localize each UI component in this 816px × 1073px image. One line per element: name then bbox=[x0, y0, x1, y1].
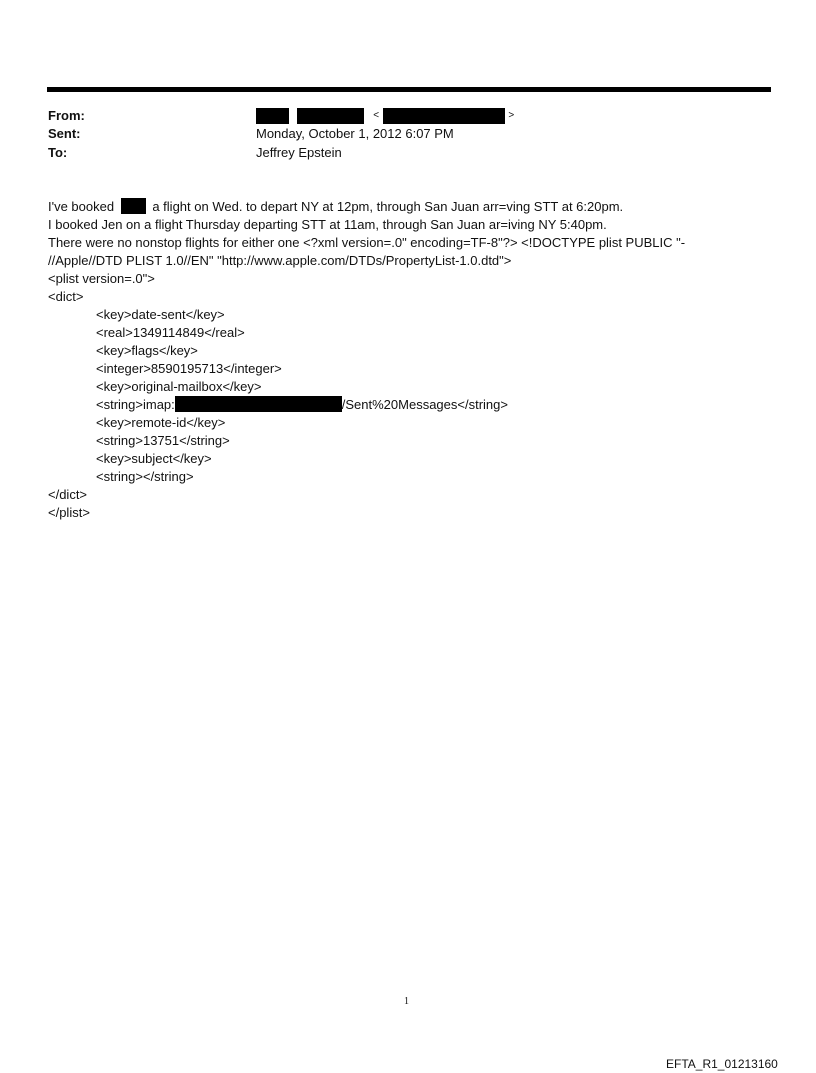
body-line: <string>13751</string> bbox=[96, 433, 230, 448]
body-line: </plist> bbox=[48, 505, 90, 520]
body-line: <key>subject</key> bbox=[96, 451, 212, 466]
redaction-block bbox=[256, 108, 289, 124]
body-line: <real>1349114849</real> bbox=[96, 325, 245, 340]
from-value bbox=[256, 108, 514, 124]
redaction-block bbox=[297, 108, 364, 124]
from-label: From: bbox=[48, 108, 85, 123]
sent-label: Sent: bbox=[48, 126, 81, 141]
body-line: <key>remote-id</key> bbox=[96, 415, 226, 430]
document-id: EFTA_R1_01213160 bbox=[666, 1057, 778, 1071]
body-line: //Apple//DTD PLIST 1.0//EN" "http://www.apple.com/DTDs/PropertyList-1.0.dtd"> bbox=[48, 253, 512, 268]
header-rule bbox=[47, 87, 771, 92]
body-text: <string>imap: bbox=[96, 397, 175, 412]
body-line: </dict> bbox=[48, 487, 88, 502]
to-value: Jeffrey Epstein bbox=[256, 145, 342, 160]
body-line: <key>flags</key> bbox=[96, 343, 198, 358]
body-line: <integer>8590195713</integer> bbox=[96, 361, 282, 376]
body-line: <dict> bbox=[48, 289, 84, 304]
body-line bbox=[48, 198, 623, 216]
redaction-block bbox=[175, 396, 342, 412]
body-text: I've booked bbox=[48, 199, 115, 214]
body-line: <plist version=.0"> bbox=[48, 271, 155, 286]
from-open-bracket: < bbox=[373, 110, 380, 121]
body-text: a flight on Wed. to depart NY at 12pm, through San Juan arr=ving STT at 6:20pm. bbox=[152, 199, 624, 214]
page-number: 1 bbox=[404, 996, 409, 1007]
body-line: <key>original-mailbox</key> bbox=[96, 379, 262, 394]
to-label: To: bbox=[48, 145, 68, 160]
body-text: /Sent%20Messages</string> bbox=[341, 397, 508, 412]
sent-value: Monday, October 1, 2012 6:07 PM bbox=[256, 126, 454, 141]
body-line: <string></string> bbox=[96, 469, 194, 484]
body-line: There were no nonstop flights for either one <?xml version=.0" encoding=TF-8"?> <!DOCTYPE plist PUBLIC "- bbox=[48, 235, 686, 250]
body-line: <key>date-sent</key> bbox=[96, 307, 225, 322]
body-line bbox=[96, 396, 508, 414]
from-close-bracket: > bbox=[508, 110, 515, 121]
redaction-block bbox=[121, 198, 146, 214]
redaction-block bbox=[383, 108, 505, 124]
body-line: I booked Jen on a flight Thursday departing STT at 11am, through San Juan ar=iving NY 5:40pm. bbox=[48, 217, 607, 232]
